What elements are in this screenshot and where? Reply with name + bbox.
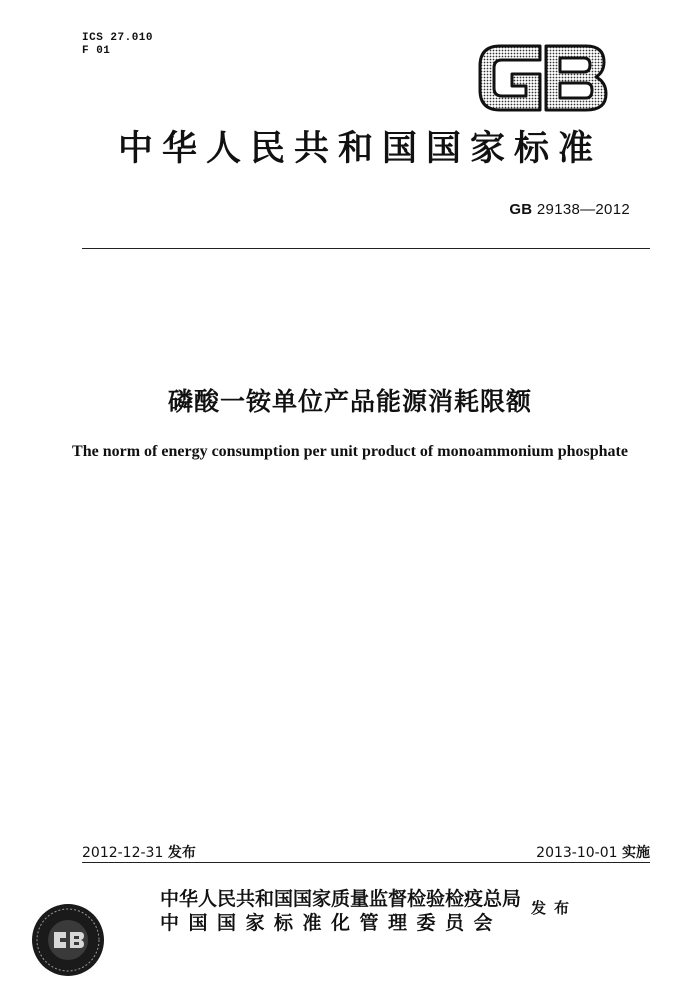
seal-icon [30, 902, 106, 978]
ccs-code: F 01 [82, 45, 111, 57]
issue-date-value: 2012-12-31 [82, 845, 164, 861]
publisher-aqsiq: 中华人民共和国国家质量监督检验检疫总局 [160, 888, 522, 910]
publish-label: 发布 [531, 899, 578, 917]
gb-logo-icon [474, 40, 610, 116]
issue-label: 发布 [167, 845, 196, 861]
standard-number [509, 201, 630, 218]
standard-number-value: 29138—2012 [536, 201, 630, 218]
issue-date [82, 842, 196, 862]
bottom-divider [82, 862, 650, 863]
implementation-date-value: 2013-10-01 [536, 845, 618, 861]
publisher-sac: 中国国家标准化管理委员会 [160, 912, 503, 934]
document-title-en: The norm of energy consumption per unit product of monoammonium phosphate [72, 443, 628, 460]
document-title-cn: 磷酸一铵单位产品能源消耗限额 [167, 387, 532, 416]
ics-code: ICS 27.010 [82, 32, 154, 44]
standard-prefix: GB [509, 201, 533, 218]
top-divider [82, 248, 650, 249]
national-standard-title: 中华人民共和国国家标准 [117, 128, 602, 169]
implementation-date [536, 842, 650, 862]
implementation-label: 实施 [622, 845, 650, 861]
